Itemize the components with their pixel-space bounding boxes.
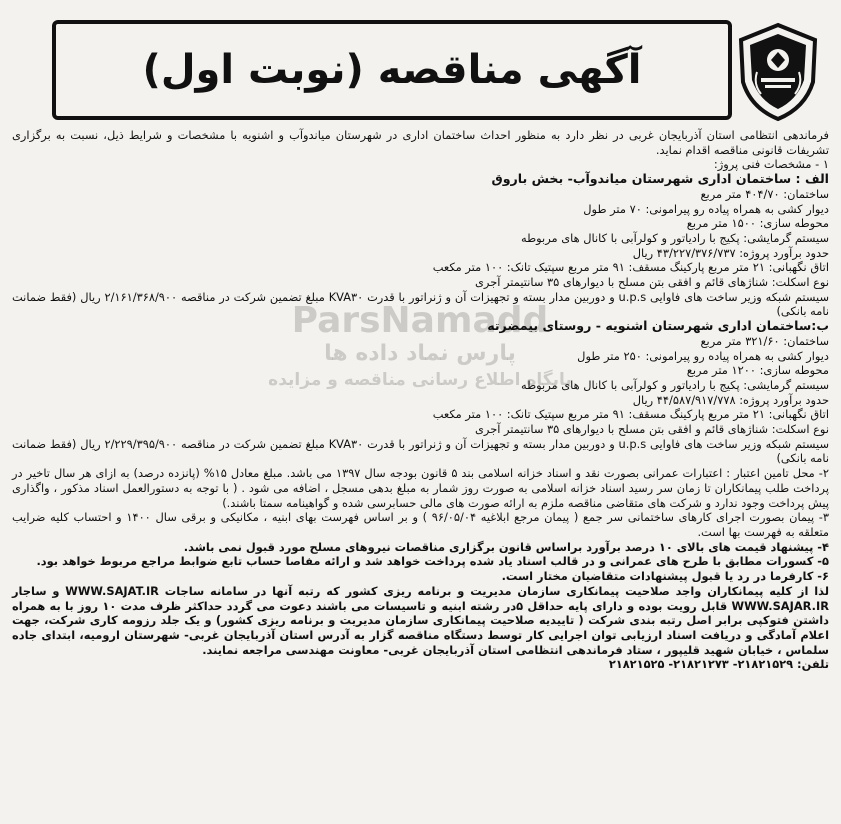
phone-line: تلفن: ۲۱۸۲۱۵۲۹- ۲۱۸۲۱۲۷۳- ۲۱۸۲۱۵۲۵ bbox=[608, 657, 829, 672]
notice-body bbox=[12, 128, 829, 672]
part-a-line: سیستم شبکه وزیر ساخت های فاوایی u.p.s و دوربین مدار بسته و تجهیزات آن و ژنراتور با قدرت KVA۳۰ مبلغ تضمین شرکت در مناقصه ۲/۱۶۱/۳۶۸/۹۰۰ ریال (فقط ضمانت نامه بانکی) bbox=[12, 289, 830, 319]
part-b-line: محوطه سازی: ۱۲۰۰ متر مربع bbox=[686, 363, 829, 378]
watermark-line-2: پارس نماد داده ها bbox=[324, 341, 516, 366]
part-a-line: ساختمان: ۴۰۴/۷۰ متر مربع bbox=[700, 186, 829, 201]
part-b-line: نوع اسکلت: شناژهای قائم و افقی بتن مسلح با دیوارهای ۳۵ سانتیمتر آجری bbox=[475, 422, 829, 437]
watermark-line-3: پایگاه اطلاع رسانی مناقصه و مزایده bbox=[268, 370, 572, 390]
part-a-line: سیستم گرمایشی: پکیج با رادیاتور و کولرآبی با کانال های مربوطه bbox=[521, 230, 829, 245]
item-3: ۳- پیمان بصورت اجرای کارهای ساختمانی سر جمع ( پیمان مرجع ابلاغیه ۹۶/۰۵/۰۴ ) و بر اساس فهرست بهای ابنیه ، مکانیکی و برقی سال ۱۴۰۰ و احتساب کلیه ضرایب متعلقه به فهرست بها است. bbox=[12, 510, 829, 539]
part-a-heading: الف : ساختمان اداری شهرستان میاندوآب- بخش باروق bbox=[491, 171, 829, 187]
title-box bbox=[52, 20, 732, 120]
section-1-label: ۱ - مشخصات فنی پروژ: bbox=[713, 157, 829, 172]
part-a-line: محوطه سازی: ۱۵۰۰ متر مربع bbox=[686, 216, 829, 231]
item-4: ۴- پیشنهاد قیمت های بالای ۱۰ درصد برآورد براساس قانون برگزاری مناقصات نیروهای مسلح مورد قبول نمی باشد. bbox=[183, 539, 829, 554]
part-a-line: حدود برآورد پروژه: ۴۳/۲۲۷/۳۷۶/۷۳۷ ریال bbox=[632, 245, 829, 260]
intro-paragraph: فرماندهی انتظامی استان آذربایجان غربی در نظر دارد به منظور احداث ساختمان اداری در شهرستان میاندوآب و اشنویه با مشخصات و شرایط ذیل، نسبت به برگزاری تشریفات قانونی مناقصه اقدام نماید. bbox=[12, 128, 829, 157]
part-b-line: حدود برآورد پروژه: ۴۴/۵۸۷/۹۱۷/۷۷۸ ریال bbox=[632, 392, 829, 407]
part-a-line: نوع اسکلت: شناژهای قائم و افقی بتن مسلح با دیوارهای ۳۵ سانتیمتر آجری bbox=[475, 275, 829, 290]
page-title: آگهی مناقصه (نوبت اول) bbox=[142, 47, 642, 93]
part-b-line: سیستم شبکه وزیر ساخت های فاوایی u.p.s و دوربین مدار بسته و تجهیزات آن و ژنراتور با قدرت KVA۳۰ مبلغ تضمین شرکت در مناقصه ۲/۲۲۹/۳۹۵/۹۰۰ ریال (فقط ضمانت نامه بانکی) bbox=[12, 436, 830, 466]
watermark-line-1: ParsNamadd bbox=[291, 300, 549, 341]
police-emblem-icon bbox=[735, 22, 821, 122]
header bbox=[12, 10, 829, 128]
part-a-line: دیوار کشی به همراه پیاده رو پیرامونی: ۷۰ متر طول bbox=[583, 201, 829, 216]
part-a-line: اتاق نگهبانی: ۲۱ متر مربع پارکینگ مسقف: ۹۱ متر مربع سپتیک تانک: ۱۰۰ متر مکعب bbox=[432, 260, 829, 275]
part-b-line: دیوار کشی به همراه پیاده رو پیرامونی: ۲۵۰ متر طول bbox=[577, 348, 829, 363]
item-6: ۶- کارفرما در رد یا قبول پیشنهادات متقاضیان مختار است. bbox=[501, 569, 829, 584]
item-2: ۲- محل تامین اعتبار : اعتبارات عمرانی بصورت نقد و اسناد خزانه اسلامی بند ۵ قانون بودجه سال ۱۳۹۷ می باشد. مبلغ معادل ۱۵% (پانزده درصد) به ازای هر سال تاخیر در پرداخت طلب پیمانکاران تا زمان سر رسید اسناد خزانه اسلامی به صورت روز شمار به مبلغ بدهی مسجل ، اضافه می شود . ( با توجه به دستورالعمل اسناد مذکور ، واگذاری پیش پرداخت وجود ندارد و شرکت های متقاضی مناقصه ملزم به ارائه صورت های مالی حسابرسی شده و گواهینامه سمتا باشند.) bbox=[12, 466, 830, 510]
closing-paragraph: لذا از کلیه پیمانکاران واجد صلاحیت پیمانکاری سازمان مدیریت و برنامه ریزی کشور که رتبه آنها در سامانه ساجات WWW.SAJAT.IR و ساجار WWW.SAJAR.IR قابل رویت بوده و دارای پایه حداقل ۵در رشته ابنیه و تاسیسات می باشند دعوت می گردد حداکثر ظرف مدت ۱۰ روز با به همراه داشتن فتوکپی برابر اصل رتبه بندی شرکت ( تاییدیه صلاحیت پیمانکاری سازمان مدیریت و برنامه ریزی کشور) و یک جلد رزومه کاری شرکت، جهت اعلام آمادگی و دریافت اسناد ارزیابی توان اجرایی کار توسط دستگاه مناقصه گزار به آدرس استان آذربایجان غربی- شهرستان ارومیه، ابتدای جاده سلماس ، خیابان شهید قلیپور ، ستاد فرماندهی انتظامی استان آذربایجان غربی- معاونت مهندسی مراجعه نمایند. bbox=[12, 583, 829, 657]
part-b-line: سیستم گرمایشی: پکیج با رادیاتور و کولرآبی با کانال های مربوطه bbox=[521, 377, 829, 392]
part-b-line: اتاق نگهبانی: ۲۱ متر مربع پارکینگ مسقف: ۹۱ متر مربع سپتیک تانک: ۱۰۰ متر مکعب bbox=[432, 407, 829, 422]
item-5: ۵- کسورات مطابق با طرح های عمرانی و در قالب اسناد یاد شده پرداخت خواهد شد و ارائه مفاصا حساب تابع ضوابط مراجع مربوط خواهد بود. bbox=[36, 554, 829, 569]
part-b-line: ساختمان: ۳۲۱/۶۰ متر مربع bbox=[700, 333, 829, 348]
part-b-heading: ب:ساختمان اداری شهرستان اشنویه - روستای بیمضرته bbox=[487, 318, 829, 334]
